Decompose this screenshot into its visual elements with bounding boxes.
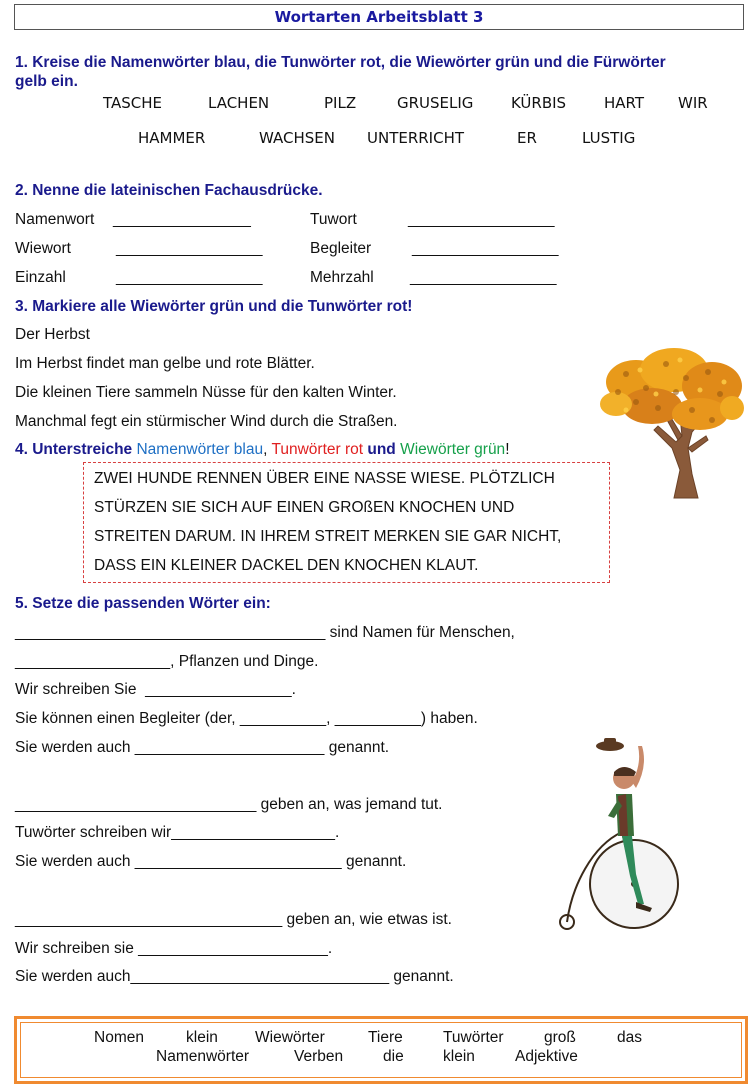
word-item: PILZ	[324, 94, 357, 112]
fill-line[interactable]: ____________________________________ sind Namen für Menschen,	[15, 624, 515, 641]
task3-heading: 3. Markiere alle Wiewörter grün und die Tunwörter rot!	[15, 298, 413, 315]
term-label: Einzahl	[15, 269, 66, 286]
word-bank-item: klein	[186, 1029, 218, 1046]
autumn-tree-illustration	[596, 344, 746, 500]
term-label: Begleiter	[310, 240, 372, 257]
fill-line[interactable]: Sie werden auch______________________________ genannt.	[15, 968, 454, 985]
story-line: STREITEN DARUM. IN IHREM STREIT MERKEN SIE GAR NICHT,	[94, 528, 562, 545]
answer-blank[interactable]: _________________	[410, 269, 557, 286]
answer-blank[interactable]: _________________	[116, 240, 263, 257]
answer-blank[interactable]: _________________	[116, 269, 263, 286]
word-item: LUSTIG	[582, 129, 636, 147]
word-item: UNTERRICHT	[367, 129, 465, 147]
task4-sep1: ,	[263, 441, 272, 458]
term-label: Mehrzahl	[310, 269, 374, 286]
word-bank-item: das	[617, 1029, 642, 1046]
word-bank-item: Adjektive	[515, 1048, 578, 1065]
task4-suffix: !	[505, 441, 510, 458]
task4-red-part: Tunwörter rot	[271, 441, 364, 458]
word-item: LACHEN	[208, 94, 270, 112]
word-item: HAMMER	[138, 129, 206, 147]
word-bank-item: klein	[443, 1048, 475, 1065]
fill-line[interactable]: Wir schreiben Sie _________________.	[15, 681, 296, 698]
fill-line[interactable]: _______________________________ geben an, wie etwas ist.	[15, 911, 452, 928]
word-bank-item: Nomen	[94, 1029, 144, 1046]
penny-farthing-cyclist-illustration	[552, 736, 682, 936]
word-item: KÜRBIS	[511, 94, 567, 112]
fill-line[interactable]: __________________, Pflanzen und Dinge.	[15, 653, 319, 670]
story-line: STÜRZEN SIE SICH AUF EINEN GROßEN KNOCHEN UND	[94, 499, 515, 516]
story-line: DASS EIN KLEINER DACKEL DEN KNOCHEN KLAUT.	[94, 557, 479, 574]
word-bank-item: Tuwörter	[443, 1029, 504, 1046]
term-label: Wiewort	[15, 240, 71, 257]
word-bank-item: Wiewörter	[255, 1029, 325, 1046]
text-line: Manchmal fegt ein stürmischer Wind durch die Straßen.	[15, 413, 398, 430]
answer-blank[interactable]: ________________	[113, 211, 251, 228]
task1-heading-line2: gelb ein.	[15, 73, 78, 90]
task4-heading	[15, 441, 510, 459]
story-line: ZWEI HUNDE RENNEN ÜBER EINE NASSE WIESE. PLÖTZLICH	[94, 470, 555, 487]
word-bank-item: Tiere	[368, 1029, 403, 1046]
text-line: Der Herbst	[15, 326, 90, 343]
word-item: ER	[517, 129, 537, 147]
fill-line[interactable]: Wir schreiben sie ______________________.	[15, 940, 333, 957]
text-line: Im Herbst findet man gelbe und rote Blätter.	[15, 355, 315, 372]
fill-line[interactable]: Tuwörter schreiben wir___________________.	[15, 824, 340, 841]
worksheet-title: Wortarten Arbeitsblatt 3	[14, 4, 744, 30]
word-item: WIR	[678, 94, 708, 112]
task4-prefix: 4. Unterstreiche	[15, 441, 137, 458]
task1-heading-line1: 1. Kreise die Namenwörter blau, die Tunwörter rot, die Wiewörter grün und die Fürwörter	[15, 54, 666, 71]
word-item: HART	[604, 94, 645, 112]
word-item: GRUSELIG	[397, 94, 474, 112]
term-label: Namenwort	[15, 211, 95, 228]
term-label: Tuwort	[310, 211, 357, 228]
word-item: WACHSEN	[259, 129, 335, 147]
task4-sep2: und	[363, 441, 401, 458]
word-bank-item: Namenwörter	[156, 1048, 250, 1065]
fill-line[interactable]: Sie werden auch ________________________ genannt.	[15, 853, 407, 870]
tree-leaves	[600, 348, 744, 430]
fill-line[interactable]: Sie werden auch ______________________ genannt.	[15, 739, 390, 756]
task4-green-part: Wiewörter grün	[400, 441, 506, 458]
word-item: TASCHE	[103, 94, 163, 112]
word-bank-item: die	[383, 1048, 404, 1065]
task5-heading: 5. Setze die passenden Wörter ein:	[15, 595, 271, 612]
fill-line[interactable]: Sie können einen Begleiter (der, __________, __________) haben.	[15, 710, 478, 727]
text-line: Die kleinen Tiere sammeln Nüsse für den kalten Winter.	[15, 384, 397, 401]
task2-heading: 2. Nenne die lateinischen Fachausdrücke.	[15, 182, 323, 199]
word-bank-item: Verben	[294, 1048, 344, 1065]
word-bank-item: groß	[544, 1029, 576, 1046]
fill-line[interactable]: ____________________________ geben an, was jemand tut.	[15, 796, 443, 813]
answer-blank[interactable]: _________________	[408, 211, 555, 228]
answer-blank[interactable]: _________________	[412, 240, 559, 257]
task4-blue-part: Namenwörter blau	[136, 441, 264, 458]
